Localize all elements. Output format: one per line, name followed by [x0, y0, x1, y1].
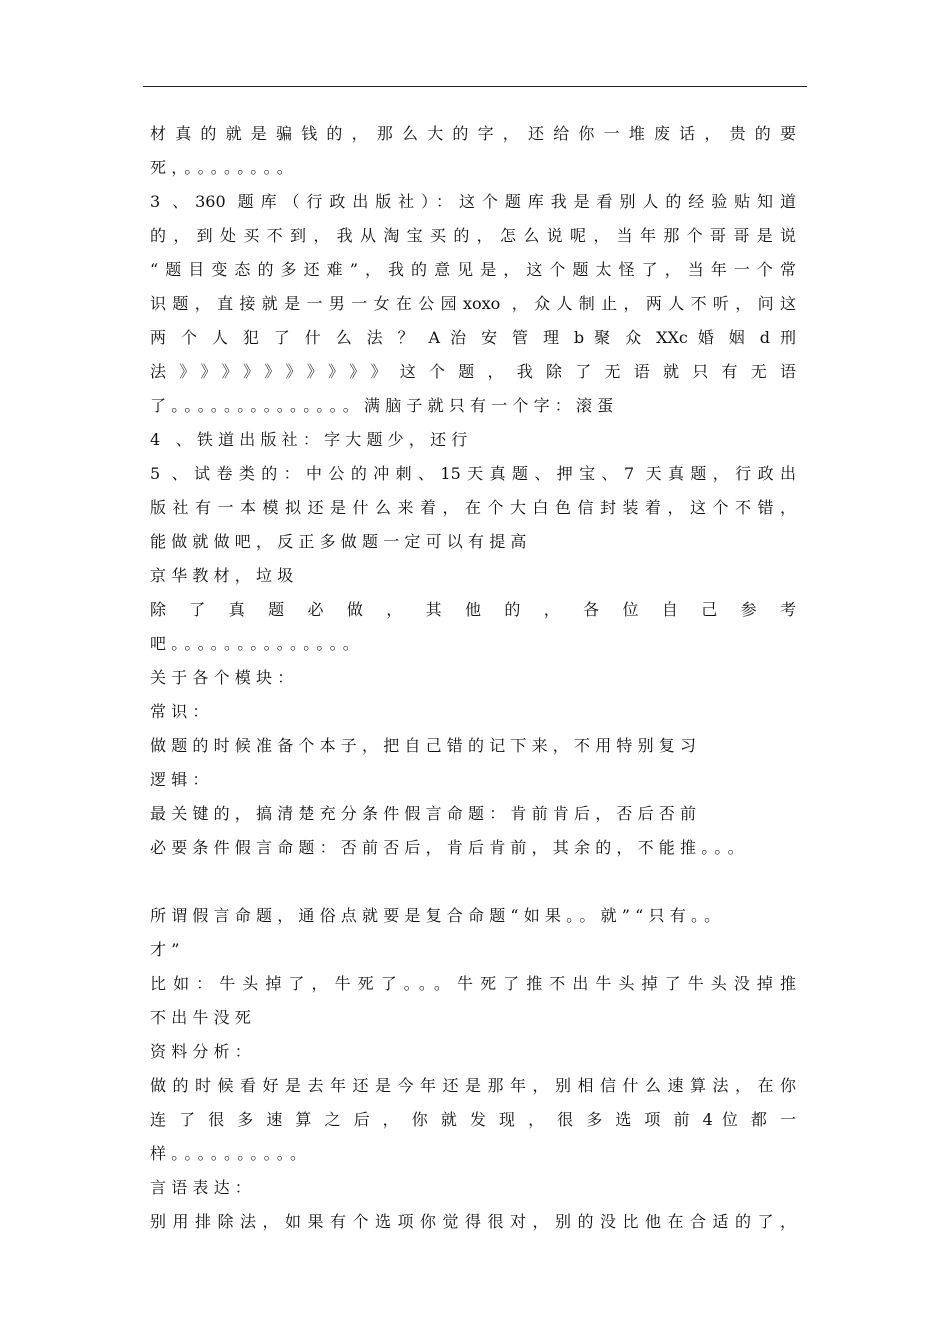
blank-line	[150, 865, 796, 899]
text-line: 比如：牛头掉了，牛死了。。。牛死了推不出牛头掉了牛头没掉推	[150, 974, 796, 993]
text-line: 必要条件假言命题：否前否后，肯后肯前，其余的，不能推。。。	[150, 838, 749, 857]
text-line: 连 了 很 多 速 算 之 后 ， 你 就 发 现 ， 很 多 选 项 前 4 位 都 一	[150, 1110, 796, 1129]
document-body	[150, 117, 796, 1239]
text-line: “题目变态的多还难”，我的意见是，这个题太怪了，当年一个常	[150, 260, 796, 279]
text-line: 吧。。。。。。。。。。。。。。	[150, 634, 365, 653]
text-line: 版社有一本模拟还是什么来着，在个大白色信封装着，这个不错，	[150, 498, 796, 517]
text-line: 4 、铁道出版社：字大题少，还行	[150, 430, 473, 449]
text-line: 除 了 真 题 必 做 ， 其 他 的 ， 各 位 自 己 参 考	[150, 600, 796, 619]
section-heading: 言语表达：	[150, 1178, 257, 1197]
header-rule	[143, 86, 807, 87]
text-line: 做题的时候准备个本子，把自己错的记下来，不用特别复习	[150, 736, 702, 755]
text-line: 材真的就是骗钱的，那么大的字，还给你一堆废话，贵的要	[150, 124, 796, 143]
text-line: 法》》》》》》》》》》这个题，我除了无语就只有无语	[150, 362, 796, 381]
text-line: 才”	[150, 940, 185, 959]
text-line: 京华教材，垃圾	[150, 566, 299, 585]
text-line: 5 、试卷类的：中公的冲刺、15天真题、押宝、7 天真题，行政出	[150, 464, 796, 483]
section-heading: 逻辑：	[150, 770, 214, 789]
text-line: 别用排除法，如果有个选项你觉得很对，别的没比他在合适的了，	[150, 1212, 796, 1231]
text-line: 所谓假言命题，通俗点就要是复合命题“如果。。就”“只有。。	[150, 906, 726, 925]
text-line: 3 、360 题库（行政出版社）：这个题库我是看别人的经验贴知道	[150, 192, 796, 211]
section-heading: 资料分析：	[150, 1042, 257, 1061]
text-line: 的，到处买不到，我从淘宝买的，怎么说呢，当年那个哥哥是说	[150, 226, 796, 245]
section-heading: 关于各个模块：	[150, 668, 299, 687]
text-line: 最关键的，搞清楚充分条件假言命题：肯前肯后，否后否前	[150, 804, 702, 823]
text-line: 不出牛没死	[150, 1008, 257, 1027]
text-line: 样。。。。。。。。。。	[150, 1144, 312, 1163]
text-line: 做的时候看好是去年还是今年还是那年，别相信什么速算法，在你	[150, 1076, 796, 1095]
text-line: 识题，直接就是一男一女在公园xoxo ，众人制止，两人不听，问这	[150, 294, 796, 313]
text-line: 死，。。。。。。。。	[150, 158, 299, 177]
text-line: 能做就做吧，反正多做题一定可以有提高	[150, 532, 532, 551]
text-line: 了。。。。。。。。。。。。。。满脑子就只有一个字：滚蛋	[150, 396, 619, 415]
section-heading: 常识：	[150, 702, 214, 721]
text-line: 两 个 人 犯 了 什 么 法 ？ A 治 安 管 理 b 聚 众 XXc 婚 姻 d 刑	[150, 328, 796, 347]
